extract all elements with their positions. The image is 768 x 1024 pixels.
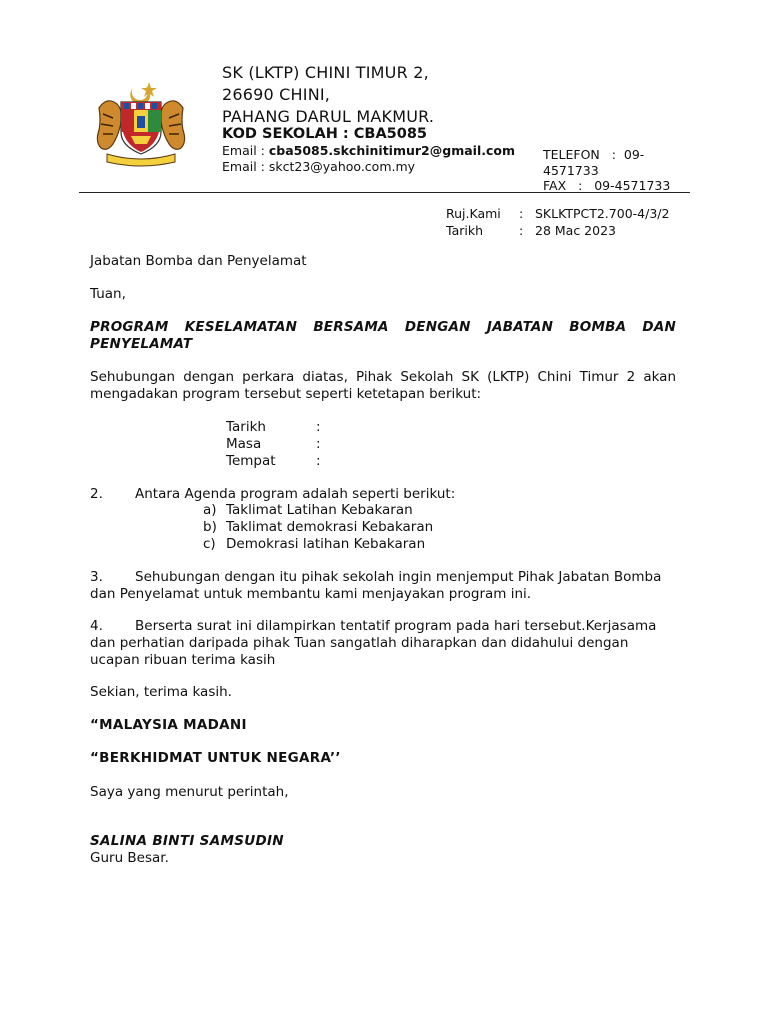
header-divider [79, 192, 690, 193]
reference-sep: : [519, 206, 524, 221]
email-label: Email : [222, 143, 269, 158]
agenda-marker: c) [203, 536, 216, 552]
phone-row [543, 147, 683, 178]
agenda-text: Taklimat Latihan Kebakaran [226, 502, 413, 518]
date-sep: : [519, 223, 524, 238]
email-label: Email : [222, 159, 269, 174]
slogan-malaysia-madani: “MALAYSIA MADANI [90, 717, 247, 733]
recipient: Jabatan Bomba dan Penyelamat [90, 253, 307, 269]
detail-sep: : [316, 419, 321, 435]
phone-sep: : [611, 147, 616, 162]
reference-value: SKLKTPCT2.700-4/3/2 [535, 206, 670, 221]
date-label: Tarikh [446, 223, 483, 238]
detail-label: Tempat [226, 453, 276, 469]
detail-label: Tarikh [226, 419, 266, 435]
point-text: Berserta surat ini dilampirkan tentatif program pada hari tersebut.Kerjasama dan perhatian daripada pihak Tuan sangatlah diharapkan dan didahului dengan ucapan ribuan terima kasih [90, 618, 657, 668]
agenda-marker: b) [203, 519, 217, 535]
detail-sep: : [316, 436, 321, 452]
date-row [446, 223, 616, 238]
school-postcode: 26690 CHINI, [222, 85, 331, 104]
point-number: 2. [90, 486, 103, 502]
intro-paragraph: Sehubungan dengan perkara diatas, Pihak Sekolah SK (LKTP) Chini Timur 2 akan mengadakan program tersebut seperti ketetapan berikut: [90, 369, 676, 402]
phone-fax-block [543, 147, 683, 194]
point-text: Antara Agenda program adalah seperti berikut: [135, 486, 456, 502]
email-line-2 [222, 159, 415, 174]
agenda-text: Taklimat demokrasi Kebakaran [226, 519, 434, 535]
agenda-item [203, 519, 433, 535]
detail-label: Masa [226, 436, 262, 452]
reference-row [446, 206, 669, 221]
email-address-gmail[interactable]: cba5085.skchinitimur2@gmail.com [268, 143, 515, 158]
salutation: Tuan, [90, 286, 126, 302]
fax-value: 09-4571733 [594, 178, 671, 193]
point-4 [90, 618, 676, 669]
detail-sep: : [316, 453, 321, 469]
signatory-name: SALINA BINTI SAMSUDIN [90, 833, 284, 849]
coat-of-arms-icon [93, 80, 189, 168]
point-3 [90, 569, 676, 603]
email-line-1 [222, 143, 515, 158]
slogan-berkhidmat: “BERKHIDMAT UNTUK NEGARA’’ [90, 750, 341, 766]
school-name: SK (LKTP) CHINI TIMUR 2, [222, 63, 429, 82]
point-text: Sehubungan dengan itu pihak sekolah ingin menjemput Pihak Jabatan Bomba dan Penyelamat untuk membantu kami menjayakan program ini. [90, 569, 662, 602]
agenda-item [203, 536, 425, 552]
email-address-yahoo[interactable]: skct23@yahoo.com.my [268, 159, 416, 174]
reference-label: Ruj.Kami [446, 206, 501, 221]
phone-label: TELEFON [543, 147, 600, 162]
signatory-title: Guru Besar. [90, 850, 169, 866]
phone-value: 09-4571733 [543, 147, 645, 178]
detail-row-place [226, 453, 321, 469]
agenda-item [203, 502, 413, 518]
point-number: 3. [90, 569, 103, 585]
point-2 [90, 486, 676, 503]
school-code: KOD SEKOLAH : CBA5085 [222, 126, 428, 142]
detail-row-date [226, 419, 321, 435]
closing: Sekian, terima kasih. [90, 684, 232, 700]
point-number: 4. [90, 618, 103, 634]
agenda-text: Demokrasi latihan Kebakaran [226, 536, 426, 552]
fax-label: FAX [543, 178, 567, 193]
detail-row-time [226, 436, 321, 452]
fax-sep: : [578, 178, 583, 193]
valediction: Saya yang menurut perintah, [90, 784, 289, 800]
date-value: 28 Mac 2023 [535, 223, 616, 238]
agenda-marker: a) [203, 502, 217, 518]
letter-subject: PROGRAM KESELAMATAN BERSAMA DENGAN JABATAN BOMBA DAN PENYELAMAT [90, 319, 676, 352]
school-state: PAHANG DARUL MAKMUR. [222, 107, 435, 126]
